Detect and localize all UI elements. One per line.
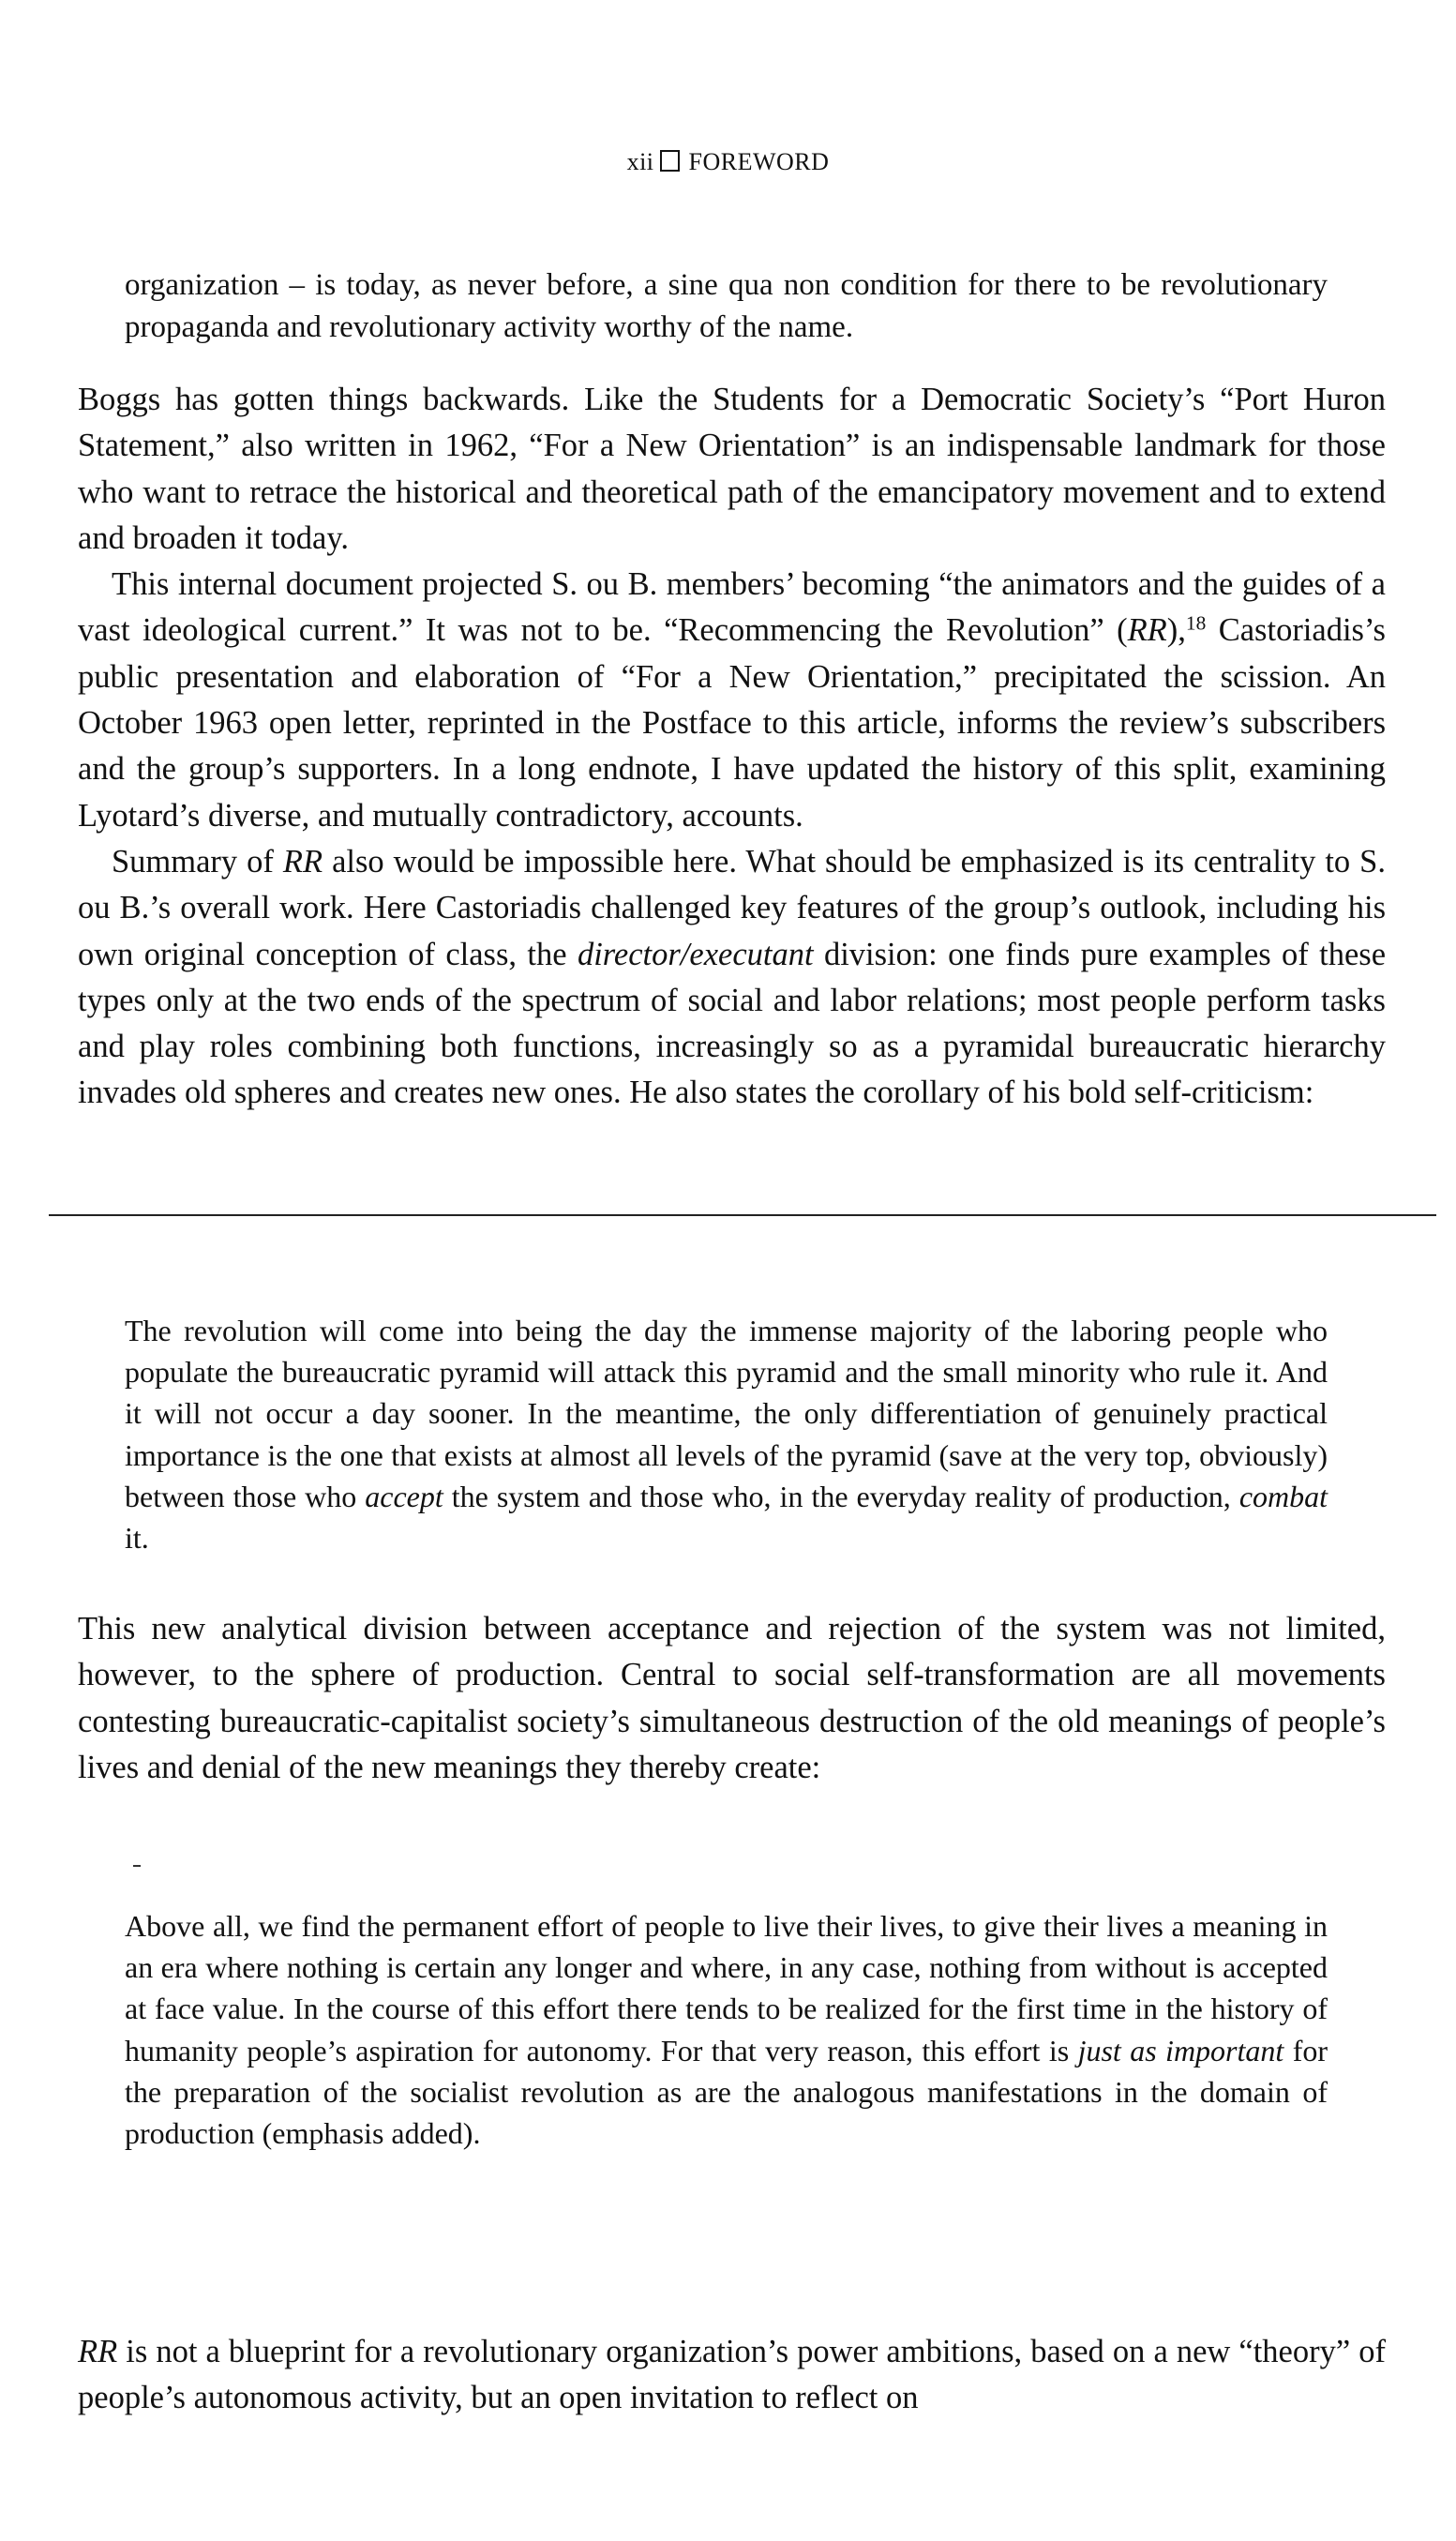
quote-continuation-text: organization – is today, as never before, a sine qua non condition for there to be revolutionary propaganda and revolutionary activity worthy of the name. bbox=[125, 268, 1328, 344]
body-text-lower bbox=[78, 2329, 1386, 2422]
quote-continuation bbox=[125, 264, 1328, 349]
box-separator-icon bbox=[660, 150, 680, 172]
block-quote-autonomy bbox=[125, 1905, 1328, 2154]
paragraph-summary-of-rr: Summary of RR also would be impossible here. What should be emphasized is its centrality to S. ou B.’s overall work. Here Castoriadis challenged key features of the group’s outlook, including his own original conception of class, the director/executant division: one finds pure examples of these types only at the two ends of the spectrum of social and labor relations; most people perform tasks and play roles combining both functions, increasingly so as a pyramidal bureaucratic hierarchy invades old spheres and creates new ones. He also states the corollary of his bold self-criticism: bbox=[78, 843, 1387, 1111]
paragraph-boggs: Boggs has gotten things backwards. Like the Students for a Democratic Society’s “Port Huron Statement,” also written in 1962, “For a New Orientation” is an indispensable landmark for those who want to retrace the historical and theoretical path of the emancipatory movement and to extend and broaden it today. bbox=[78, 382, 1386, 556]
paragraph-internal-document: This internal document projected S. ou B. members’ becoming “the animators and the guides of a vast ideological current.” It was not to be. “Recommencing the Revolution” (RR),$^{18}$ Castoriadis’s public presentation and elaboration of “For a New Orientation,” precipitated the scission. An October 1963 open letter, reprinted in the Postface to this article, informs the review’s subscribers and the group’s supporters. In a long endnote, I have updated the history of this split, examining Lyotard’s diverse, and mutually contradictory, accounts. bbox=[78, 566, 1386, 834]
block-quote-autonomy-text: Above all, we find the permanent effort of people to live their lives, to give their lives a meaning in an era where nothing is certain any longer and where, in any case, nothing from without is accepted at face value. In the course of this effort there tends to be realized for the first time in the history of humanity people’s aspiration for autonomy. For that very reason, this effort is just as important for the preparation of the socialist revolution as are the analogous manifestations in the domain of production (emphasis added). bbox=[125, 1909, 1328, 2151]
body-text-upper bbox=[78, 377, 1386, 1117]
paragraph-analytical-division: This new analytical division between acceptance and rejection of the system was not limited, however, to the sphere of production. Central to social self-transformation are all movements contesting bureaucratic-capitalist society’s simultaneous destruction of the old meanings of people’s lives and denial of the new meanings they thereby create: bbox=[78, 1611, 1386, 1785]
body-text-middle bbox=[78, 1606, 1386, 1791]
scan-artifact-line bbox=[49, 1214, 1436, 1216]
paragraph-rr-not-blueprint: RR is not a blueprint for a revolutionary organization’s power ambitions, based on a new “theory” of people’s autonomous activity, but an open invitation to reflect on bbox=[78, 2334, 1386, 2416]
section-title: FOREWORD bbox=[688, 148, 830, 175]
block-quote-revolution bbox=[125, 1310, 1328, 1558]
block-quote-revolution-text: The revolution will come into being the day the immense majority of the laboring people who populate the bureaucratic pyramid will attack this pyramid and the small minority who rule it. And it will not occur a day sooner. In the meantime, the only differentiation of genuinely practical importance is the one that exists at almost all levels of the pyramid (save at the very top, obviously) between those who accept the system and those who, in the everyday reality of production, combat it. bbox=[125, 1314, 1328, 1556]
margin-mark bbox=[133, 1865, 141, 1867]
footnote-ref-18: 18 bbox=[1185, 611, 1207, 635]
running-head bbox=[0, 148, 1456, 176]
page-number: xii bbox=[626, 148, 654, 175]
